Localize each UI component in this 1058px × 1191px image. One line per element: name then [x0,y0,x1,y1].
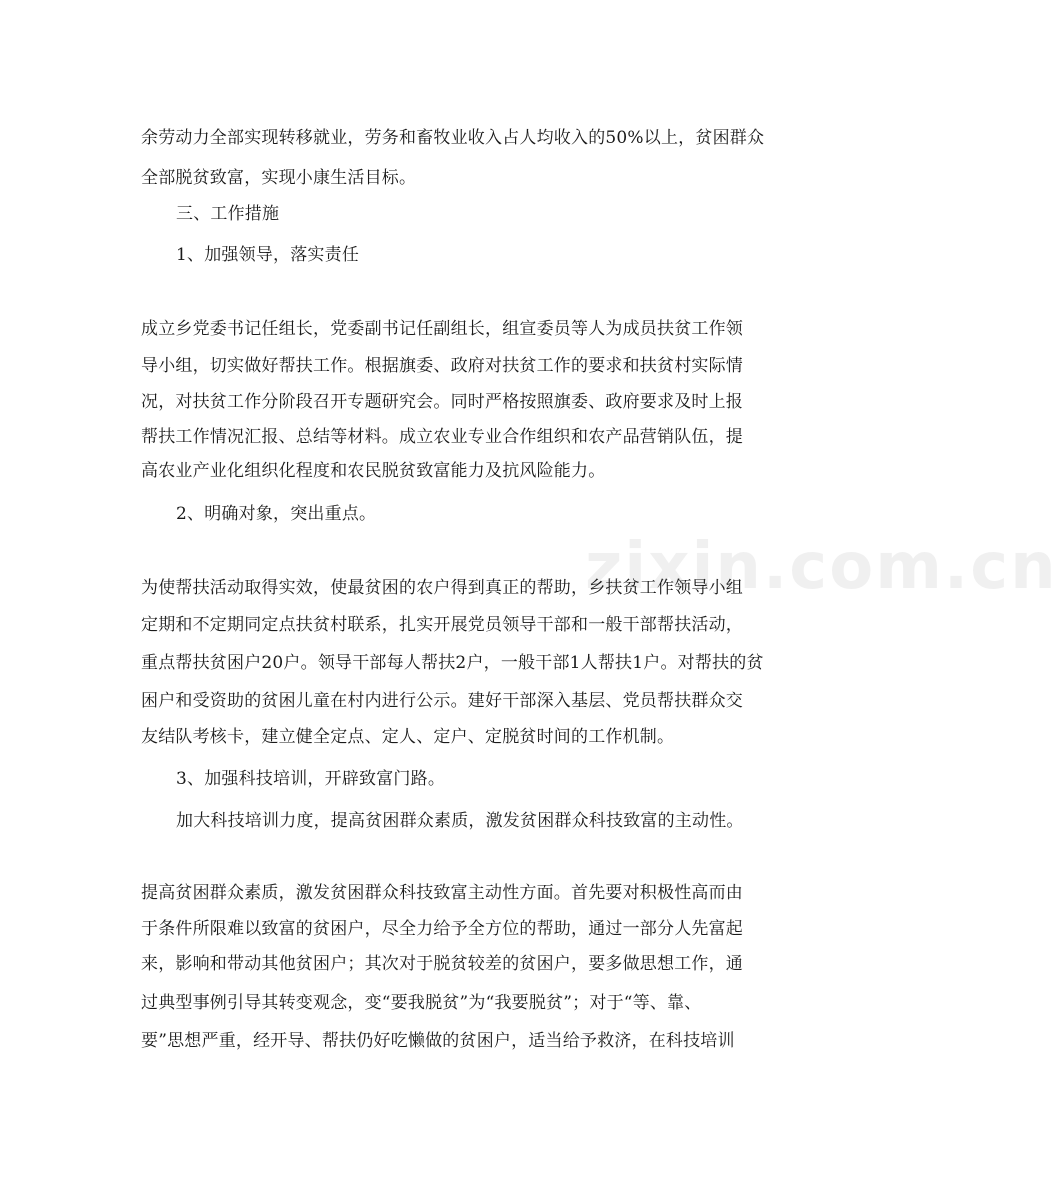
paragraph-line: 困户和受资助的贫困儿童在村内进行公示。建好干部深入基层、党员帮扶群众交 [141,691,743,711]
paragraph-line: 于条件所限难以致富的贫困户，尽全力给予全方位的帮助，通过一部分人先富起 [141,919,743,939]
paragraph-line: 余劳动力全部实现转移就业，劳务和畜牧业收入占人均收入的50%以上，贫困群众 [141,128,765,148]
paragraph-line: 定期和不定期同定点扶贫村联系，扎实开展党员领导干部和一般干部帮扶活动， [141,615,743,635]
paragraph-line: 提高贫困群众素质，激发贫困群众科技致富主动性方面。首先要对积极性高而由 [141,883,743,903]
paragraph-line: 况，对扶贫工作分阶段召开专题研究会。同时严格按照旗委、政府要求及时上报 [141,392,743,412]
section-heading: 三、工作措施 [176,204,280,224]
paragraph-line: 加大科技培训力度，提高贫困群众素质，激发贫困群众科技致富的主动性。 [176,811,744,831]
paragraph-line: 重点帮扶贫困户20户。领导干部每人帮扶2户，一般干部1人帮扶1户。对帮扶的贫 [141,653,764,673]
paragraph-line: 成立乡党委书记任组长，党委副书记任副组长，组宣委员等人为成员扶贫工作领 [141,319,743,339]
paragraph-line: 高农业产业化组织化程度和农民脱贫致富能力及抗风险能力。 [141,461,606,481]
paragraph-line: 帮扶工作情况汇报、总结等材料。成立农业专业合作组织和农产品营销队伍，提 [141,427,743,447]
watermark: zixin.com.cn [585,530,1058,604]
paragraph-line: 过典型事例引导其转变观念，变“要我脱贫”为“我要脱贫”；对于“等、靠、 [141,993,702,1013]
paragraph-line: 来，影响和带动其他贫困户；其次对于脱贫较差的贫困户，要多做思想工作，通 [141,954,743,974]
paragraph-line: 要”思想严重，经开导、帮扶仍好吃懒做的贫困户，适当给予救济，在科技培训 [141,1031,735,1051]
subsection-heading: 1、加强领导，落实责任 [176,245,360,265]
subsection-heading: 2、明确对象，突出重点。 [176,504,377,524]
paragraph-line: 友结队考核卡，建立健全定点、定人、定户、定脱贫时间的工作机制。 [141,727,675,747]
paragraph-line: 全部脱贫致富，实现小康生活目标。 [141,168,417,188]
paragraph-line: 导小组，切实做好帮扶工作。根据旗委、政府对扶贫工作的要求和扶贫村实际情 [141,356,743,376]
paragraph-line: 为使帮扶活动取得实效，使最贫困的农户得到真正的帮助，乡扶贫工作领导小组 [141,578,743,598]
subsection-heading: 3、加强科技培训，开辟致富门路。 [176,769,446,789]
